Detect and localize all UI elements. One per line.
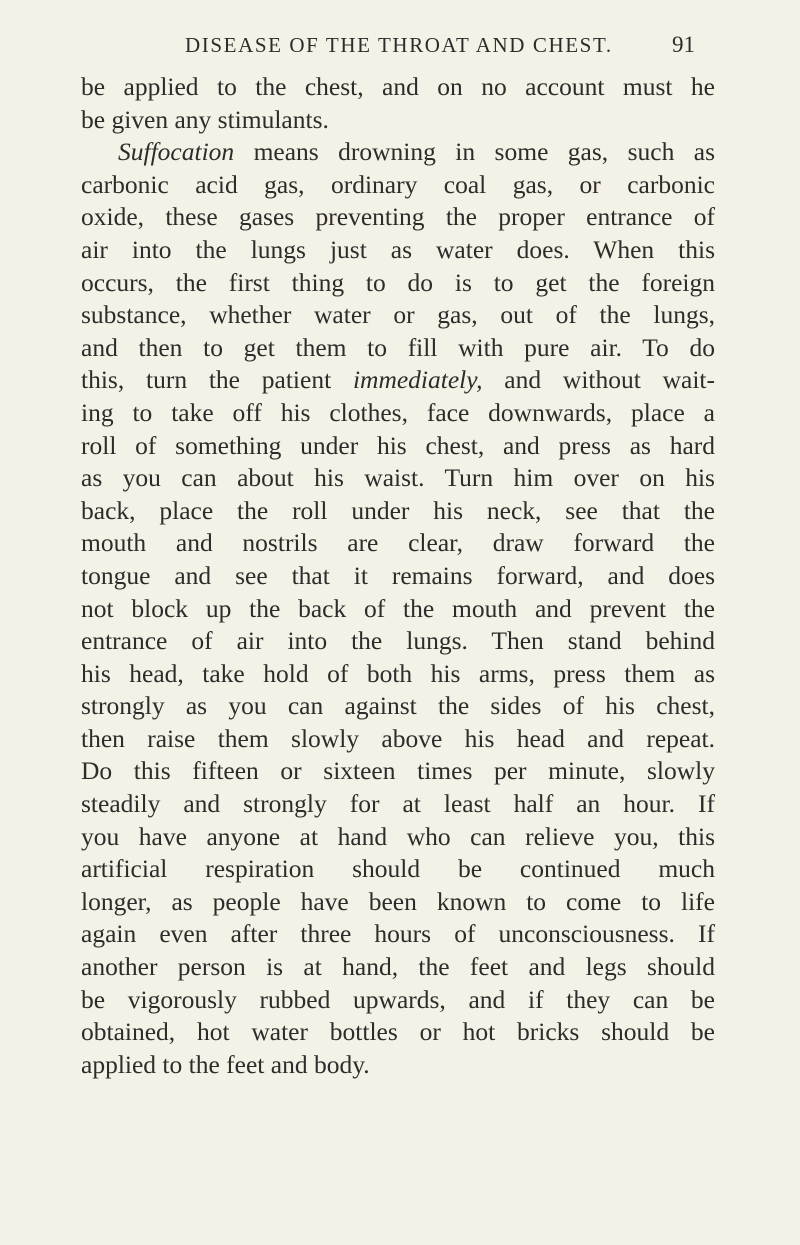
text-line: air into the lungs just as water does. When this <box>81 234 715 264</box>
text-line <box>81 136 715 169</box>
text-line: steadily and strongly for at least half an hour. If <box>81 789 715 819</box>
text-line: artificial respiration should be continued much <box>81 854 715 884</box>
text-line: as you can about his waist. Turn him over on his <box>81 463 715 493</box>
text-run: and without wait- <box>482 365 715 395</box>
text-line: another person is at hand, the feet and legs should <box>81 952 715 982</box>
text-line <box>81 364 715 397</box>
text-line: oxide, these gases preventing the proper entrance of <box>81 202 715 232</box>
text-line: occurs, the first thing to do is to get the foreign <box>81 267 715 297</box>
text-line: Do this fifteen or sixteen times per minute, slowly <box>81 756 715 786</box>
text-run: this, turn the patient <box>81 365 353 395</box>
running-head <box>0 30 800 66</box>
text-line: mouth and nostrils are clear, draw forward the <box>81 528 715 558</box>
text-line: ing to take off his clothes, face downwards, place a <box>81 397 715 427</box>
text-line: strongly as you can against the sides of his chest, <box>81 691 715 721</box>
text-line: entrance of air into the lungs. Then stand behind <box>81 626 715 656</box>
text-line: longer, as people have been known to come to life <box>81 886 715 916</box>
page-number: 91 <box>672 32 695 57</box>
text-run: means drowning in some gas, such as <box>234 137 715 167</box>
text-line: again even after three hours of unconsciousness. If <box>81 919 715 949</box>
text-line: his head, take hold of both his arms, press them as <box>81 658 715 688</box>
text-line: and then to get them to fill with pure air. To do <box>81 332 715 362</box>
emphasized-term: immediately, <box>352 365 483 395</box>
text-line: obtained, hot water bottles or hot bricks should be <box>81 1017 715 1047</box>
text-line: substance, whether water or gas, out of the lungs, <box>81 300 715 330</box>
text-line: applied to the feet and body. <box>81 1049 370 1079</box>
text-line: roll of something under his chest, and press as hard <box>81 430 715 460</box>
text-line: not block up the back of the mouth and prevent the <box>81 593 715 623</box>
text-line: you have anyone at hand who can relieve you, this <box>81 821 715 851</box>
text-line: be applied to the chest, and on no account must he <box>81 72 715 101</box>
text-line: carbonic acid gas, ordinary coal gas, or carbonic <box>81 169 715 199</box>
emphasized-term: Suffocation <box>118 137 235 167</box>
text-line: be vigorously rubbed upwards, and if they can be <box>81 984 715 1014</box>
body-text <box>81 71 715 1081</box>
chapter-header-title: DISEASE OF THE THROAT AND CHEST. <box>185 33 613 57</box>
text-line: back, place the roll under his neck, see that the <box>81 495 715 525</box>
text-line: be given any stimulants. <box>81 104 329 134</box>
text-line: then raise them slowly above his head and repeat. <box>81 723 715 753</box>
text-line: tongue and see that it remains forward, and does <box>81 560 715 590</box>
